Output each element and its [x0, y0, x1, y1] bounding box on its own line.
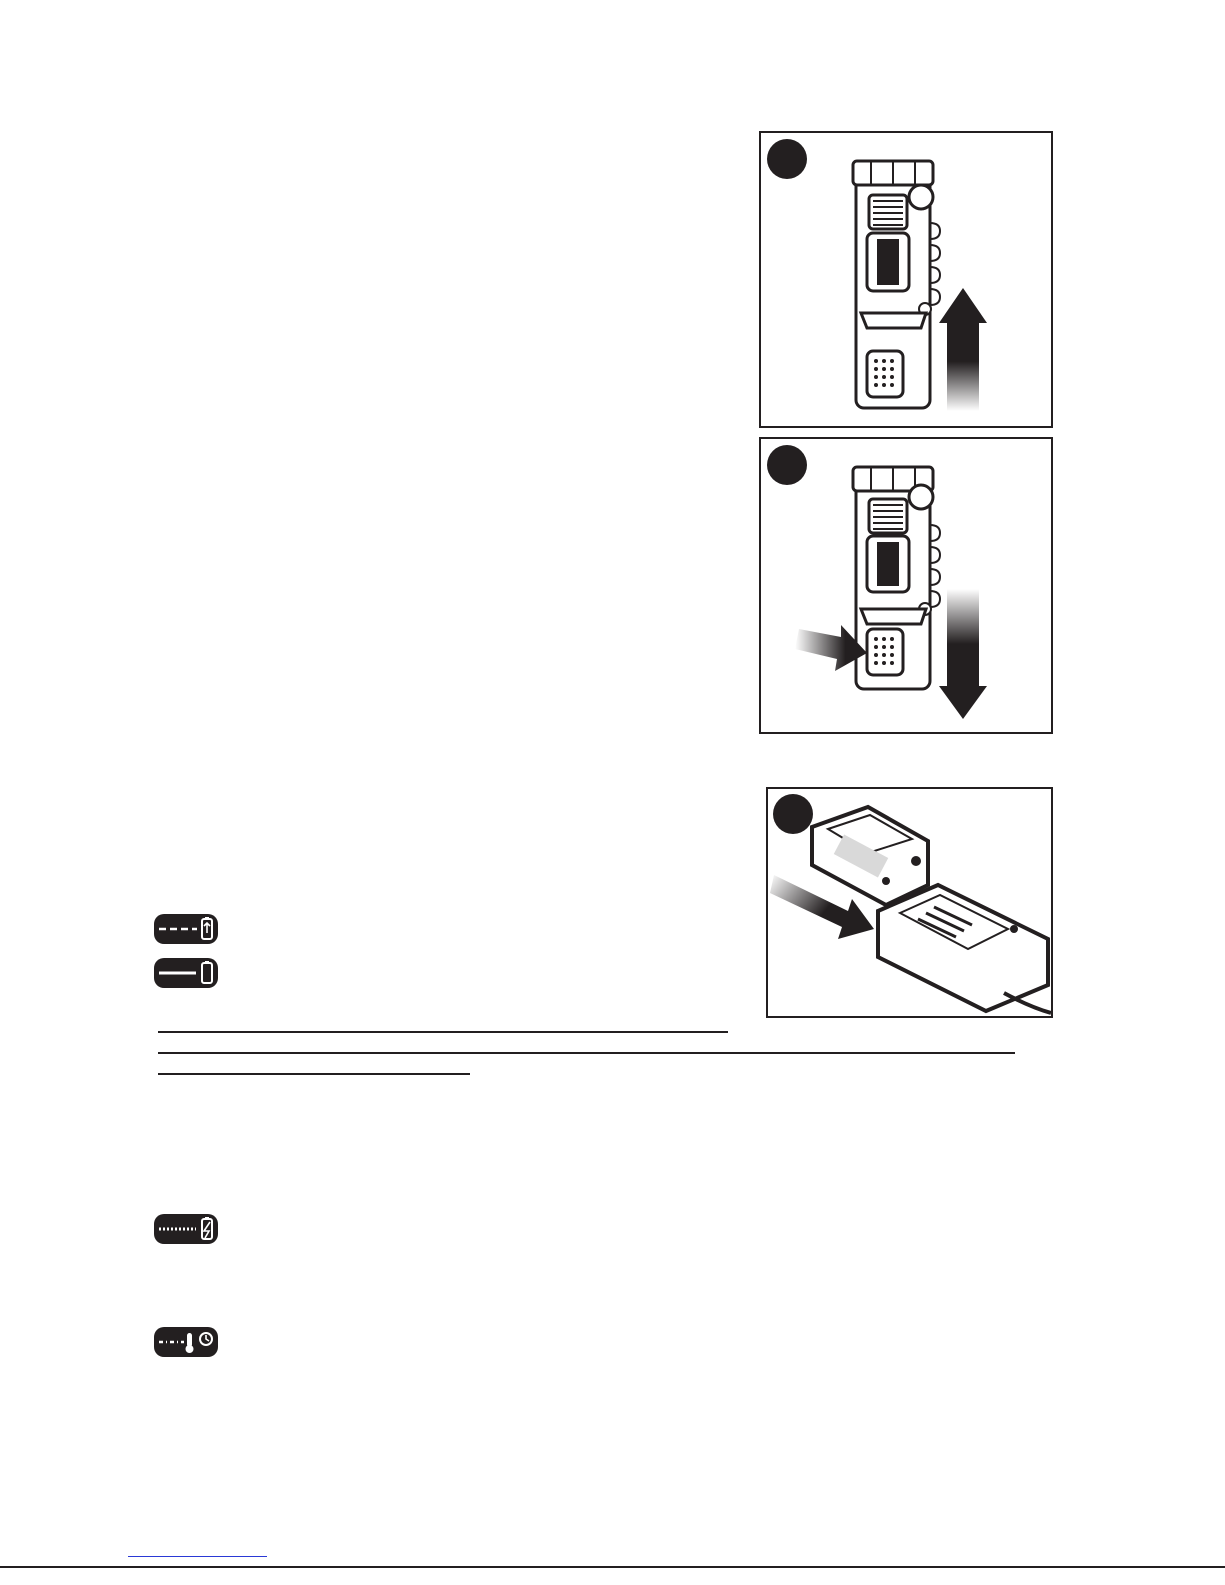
separator-line: [158, 1031, 728, 1033]
flashlight-illustration: [761, 439, 1051, 732]
charger-illustration: [768, 789, 1051, 1016]
figure-insert-battery: [759, 437, 1053, 734]
page-bottom-border: [0, 1566, 1225, 1568]
battery-fault-dotted-icon: [154, 1214, 218, 1244]
battery-full-solid-icon: [154, 958, 218, 988]
temperature-delay-icon: [154, 1327, 218, 1357]
flashlight-illustration: [761, 133, 1051, 426]
separator-line: [158, 1052, 1015, 1054]
figure-remove-battery: [759, 131, 1053, 428]
figure-charger: [766, 787, 1053, 1018]
footer-link-underline: [128, 1556, 267, 1557]
separator-line: [158, 1073, 470, 1075]
battery-charging-dashed-icon: [154, 914, 218, 944]
